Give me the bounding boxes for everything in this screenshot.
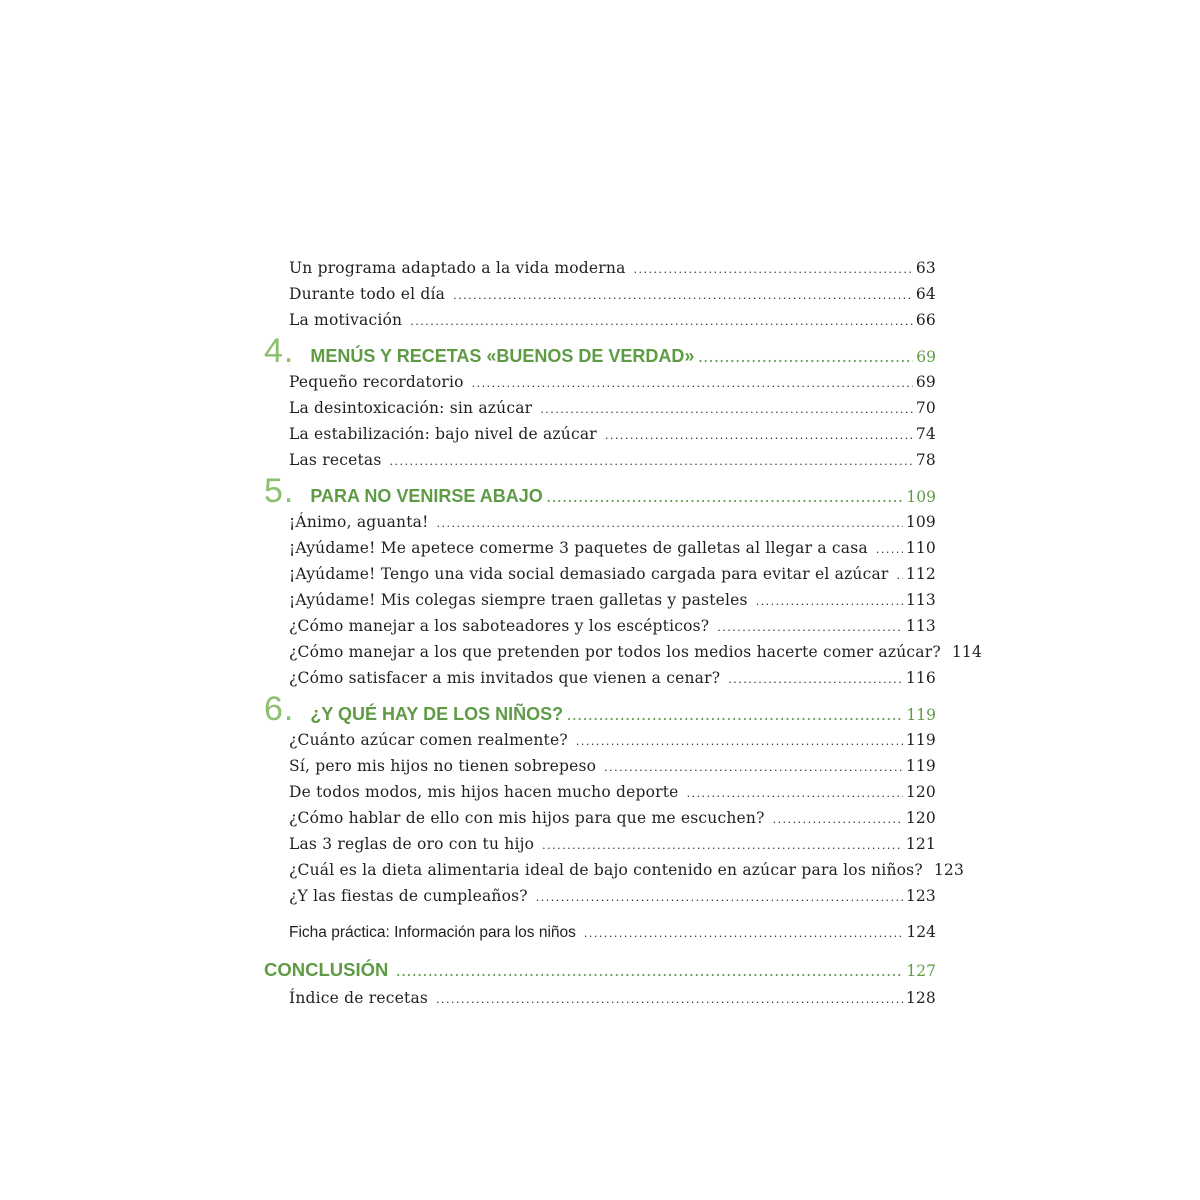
toc-entry (264, 805, 936, 831)
dot-leader (717, 615, 903, 641)
toc-entry-page: 63 (915, 259, 936, 277)
dot-leader (634, 257, 913, 283)
toc-entry-page: 124 (906, 923, 936, 941)
toc-entry (264, 587, 936, 613)
chapter-heading-4 (264, 333, 936, 369)
toc-entry-label: Índice de recetas (289, 989, 429, 1007)
toc-entry-label: ¡Ayúdame! Me apetece comerme 3 paquetes de galletas al llegar a casa (289, 539, 868, 557)
chapter-heading-6 (264, 691, 936, 727)
toc-entry-label: La motivación (289, 311, 403, 329)
toc-entry-page: 119 (905, 731, 936, 749)
toc-entry-page: 70 (915, 399, 936, 417)
dot-leader (897, 563, 903, 589)
toc-entry-label: ¡Ánimo, aguanta! (289, 513, 429, 531)
dot-leader (773, 807, 903, 833)
toc-entry-label: ¿Y las fiestas de cumpleaños? (289, 887, 528, 905)
toc-entry-label: Las recetas (289, 451, 382, 469)
toc-entry-label: ¿Cuánto azúcar comen realmente? (289, 731, 568, 749)
toc-entry (264, 421, 936, 447)
toc-entry (264, 779, 936, 805)
conclusion-heading (264, 955, 936, 985)
toc-entry (264, 613, 936, 639)
toc-entry-page: 66 (915, 311, 936, 329)
dot-leader (687, 781, 903, 807)
toc-entry (264, 727, 936, 753)
toc-entry (264, 307, 936, 333)
chapter-page: 69 (916, 348, 936, 366)
toc-entry (264, 395, 936, 421)
dot-leader (876, 537, 903, 563)
toc-entry-label: ¡Ayúdame! Tengo una vida social demasiado cargada para evitar el azúcar (289, 565, 889, 583)
toc-entry (264, 447, 936, 473)
chapter-title: PARA NO VENIRSE ABAJO (310, 486, 543, 506)
table-of-contents (264, 255, 983, 1011)
toc-entry-label: ¿Cómo hablar de ello con mis hijos para que me escuchen? (289, 809, 765, 827)
toc-entry-page: 113 (905, 591, 936, 609)
toc-entry-page: 128 (905, 989, 936, 1007)
toc-entry-page: 123 (933, 861, 965, 879)
dot-leader (542, 833, 903, 859)
toc-entry-page: 109 (905, 513, 936, 531)
toc-entry-page: 120 (905, 809, 936, 827)
chapter-page: 127 (906, 962, 936, 980)
toc-entry (264, 857, 965, 883)
toc-entry (264, 369, 936, 395)
chapter-heading-5 (264, 473, 936, 509)
dot-leader (728, 667, 903, 693)
chapter-number: 4. (264, 332, 295, 370)
toc-entry-page: 64 (915, 285, 936, 303)
dot-leader (756, 589, 903, 615)
toc-entry-page: 119 (905, 757, 936, 775)
toc-entry-label: ¿Cómo manejar a los que pretenden por todos los medios hacerte comer azúcar? (289, 643, 941, 661)
toc-entry-label: Ficha práctica: Información para los niños (289, 924, 576, 941)
chapter-title: CONCLUSIÓN (264, 959, 389, 980)
dot-leader (604, 755, 903, 781)
dot-leader (410, 309, 913, 335)
toc-entry-label: ¡Ayúdame! Mis colegas siempre traen galletas y pasteles (289, 591, 748, 609)
toc-entry-label: Sí, pero mis hijos no tienen sobrepeso (289, 757, 597, 775)
toc-entry (264, 883, 936, 909)
toc-entry-label: ¿Cómo satisfacer a mis invitados que vienen a cenar? (289, 669, 721, 687)
chapter-page: 109 (906, 488, 936, 506)
dot-leader (436, 987, 903, 1013)
chapter-title: ¿Y QUÉ HAY DE LOS NIÑOS? (310, 704, 564, 724)
dot-leader (396, 958, 903, 988)
toc-entry (264, 831, 936, 857)
toc-entry (264, 639, 983, 665)
chapter-page: 119 (906, 706, 936, 724)
toc-entry (264, 985, 936, 1011)
dot-leader (576, 729, 903, 755)
toc-entry-page: 116 (905, 669, 936, 687)
toc-entry-page: 69 (915, 373, 936, 391)
toc-entry-page: 120 (905, 783, 936, 801)
toc-entry (264, 509, 936, 535)
toc-entry-label: La estabilización: bajo nivel de azúcar (289, 425, 597, 443)
dot-leader (540, 397, 913, 423)
chapter-number: 5. (264, 472, 295, 510)
practical-sheet-entry (264, 919, 936, 945)
toc-entry-page: 123 (905, 887, 936, 905)
dot-leader (605, 423, 913, 449)
toc-entry-page: 113 (905, 617, 936, 635)
dot-leader (536, 885, 903, 911)
dot-leader (472, 371, 913, 397)
dot-leader (584, 921, 904, 947)
toc-entry-label: Durante todo el día (289, 285, 446, 303)
toc-entry-label: De todos modos, mis hijos hacen mucho deporte (289, 783, 679, 801)
toc-entry (264, 753, 936, 779)
toc-entry-page: 110 (905, 539, 936, 557)
toc-entry (264, 665, 936, 691)
chapter-number: 6. (264, 690, 295, 728)
toc-entry-page: 121 (905, 835, 936, 853)
toc-entry-label: La desintoxicación: sin azúcar (289, 399, 533, 417)
toc-entry (264, 535, 936, 561)
toc-entry-label: Las 3 reglas de oro con tu hijo (289, 835, 535, 853)
toc-entry (264, 281, 936, 307)
toc-entry (264, 561, 936, 587)
dot-leader (389, 449, 912, 475)
dot-leader (453, 283, 913, 309)
toc-entry-page: 74 (915, 425, 936, 443)
toc-entry-page: 112 (905, 565, 936, 583)
toc-entry-label: Pequeño recordatorio (289, 373, 464, 391)
chapter-title: MENÚS Y RECETAS «BUENOS DE VERDAD» (310, 346, 695, 366)
toc-entry-page: 114 (951, 643, 983, 661)
toc-entry-label: ¿Cuál es la dieta alimentaria ideal de bajo contenido en azúcar para los niños? (289, 861, 923, 879)
toc-entry-label: Un programa adaptado a la vida moderna (289, 259, 626, 277)
dot-leader (437, 511, 903, 537)
toc-entry-label: ¿Cómo manejar a los saboteadores y los escépticos? (289, 617, 710, 635)
toc-entry-page: 78 (915, 451, 936, 469)
toc-entry (264, 255, 936, 281)
